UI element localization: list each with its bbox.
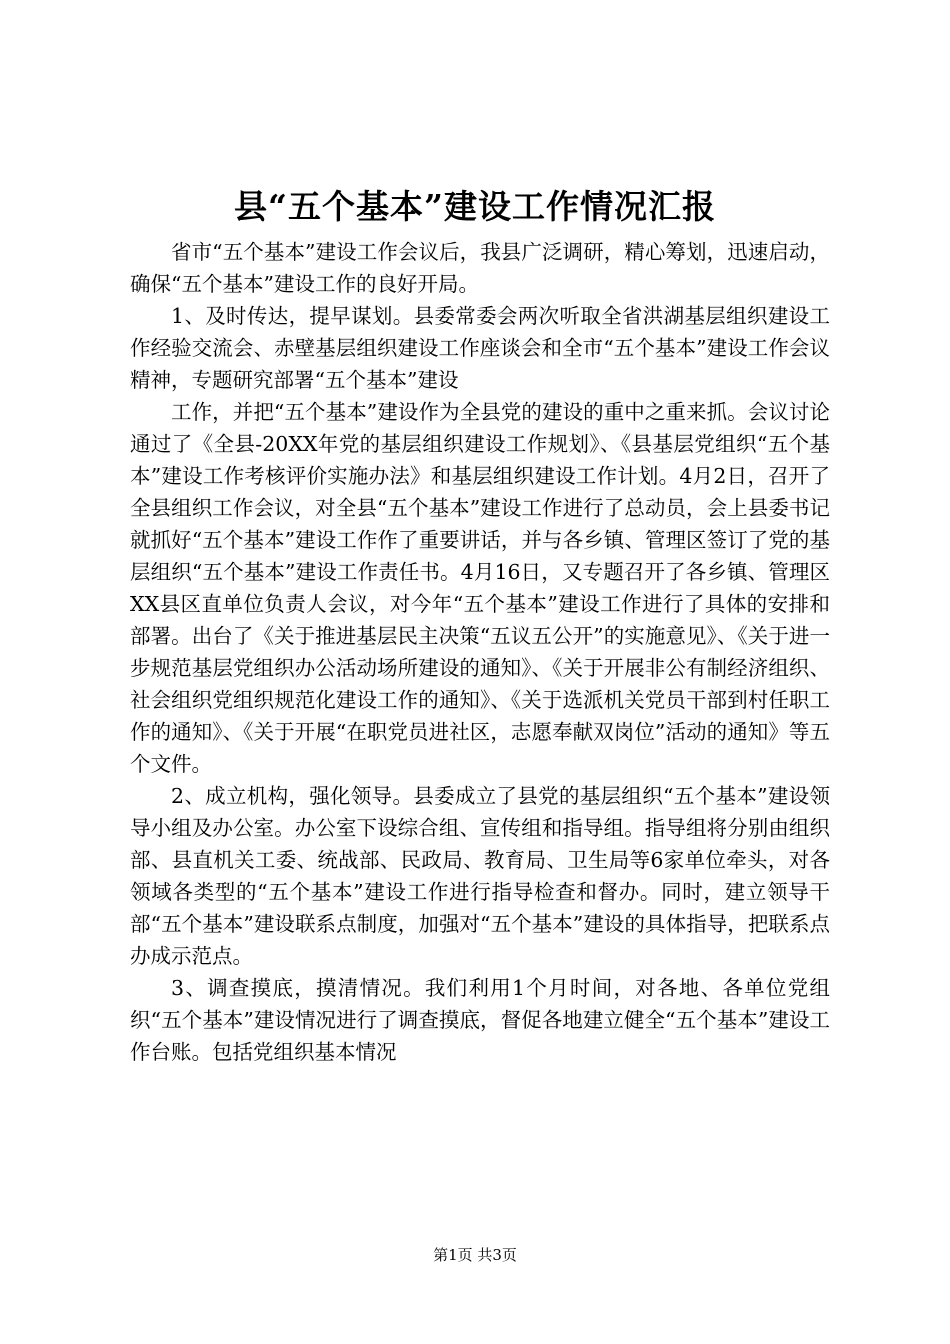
document-title: 县“五个基本”建设工作情况汇报 [234,187,716,226]
paragraph-section-3: 3、调查摸底，摸清情况。我们利用1个月时间，对各地、各单位党组织“五个基本”建设情况进行了调查摸底，督促各地建立健全“五个基本”建设工作台账。包括党组织基本情况 [130,976,830,1064]
paragraph-intro: 省市“五个基本”建设工作会议后，我县广泛调研，精心筹划，迅速启动，确保“五个基本”建设工作的良好开局。 [130,240,830,296]
paragraph-section-2: 2、成立机构，强化领导。县委成立了县党的基层组织“五个基本”建设领导小组及办公室。办公室下设综合组、宣传组和指导组。指导组将分别由组织部、县直机关工委、统战部、民政局、教育局、卫生局等6家单位牵头，对各领域各类型的“五个基本”建设工作进行指导检查和督办。同时，建立领导干部“五个基本”建设联系点制度，加强对“五个基本”建设的具体指导，把联系点办成示范点。 [130,784,830,968]
paragraph-section-1-continued: 工作，并把“五个基本”建设作为全县党的建设的重中之重来抓。会议讨论通过了《全县-20XX年党的基层组织建设工作规划》、《县基层党组织“五个基本”建设工作考核评价实施办法》和基层组织建设工作计划。4月2日，召开了全县组织工作会议，对全县“五个基本”建设工作进行了总动员，会上县委书记就抓好“五个基本”建设工作作了重要讲话，并与各乡镇、管理区签订了党的基层组织“五个基本”建设工作责任书。4月16日，又专题召开了各乡镇、管理区XX县区直单位负责人会议，对今年“五个基本”建设工作进行了具体的安排和部署。出台了《关于推进基层民主决策“五议五公开”的实施意见》、《关于进一步规范基层党组织办公活动场所建设的通知》、《关于开展非公有制经济组织、社会组织党组织规范化建设工作的通知》、《关于选派机关党员干部到村任职工作的通知》、《关于开展“在职党员进社区，志愿奉献双岗位”活动的通知》等五个文件。 [130,400,830,776]
page-number-footer: 第1页 共3页 [433,1246,517,1264]
document-body [130,236,830,1068]
paragraph-section-1: 1、及时传达，提早谋划。县委常委会两次听取全省洪湖基层组织建设工作经验交流会、赤壁基层组织建设工作座谈会和全市“五个基本”建设工作会议精神，专题研究部署“五个基本”建设 [130,304,830,392]
